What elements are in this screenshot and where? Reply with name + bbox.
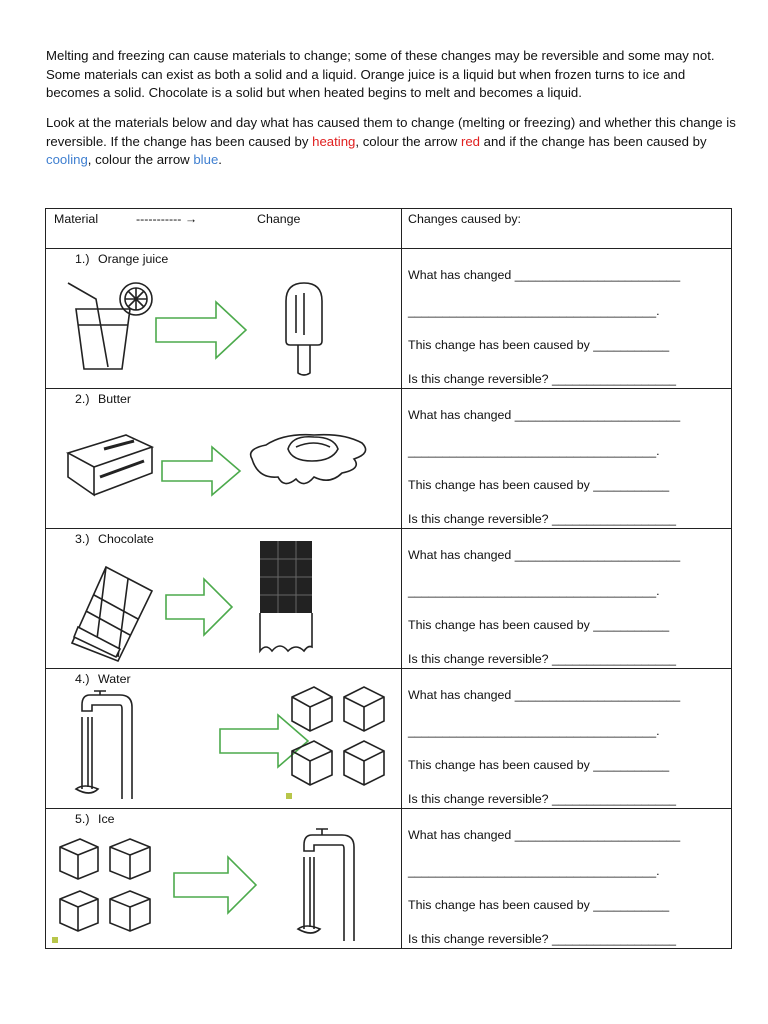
what-changed-line[interactable]: What has changed ________________________ xyxy=(408,688,681,702)
chocolate-bar-icon xyxy=(66,557,158,665)
answer-line[interactable]: ____________________________________. xyxy=(408,584,660,598)
material-name: Chocolate xyxy=(98,532,154,546)
material-name: Ice xyxy=(98,812,115,826)
caused-by-line[interactable]: This change has been caused by ___________ xyxy=(408,618,670,632)
table-row xyxy=(46,529,732,669)
reversible-line[interactable]: Is this change reversible? __________________ xyxy=(408,932,676,946)
header-material-cell xyxy=(46,209,402,249)
intro-text-b: , colour the arrow xyxy=(355,133,461,149)
questions-cell xyxy=(402,389,732,529)
blue-word: blue xyxy=(193,152,219,168)
material-cell xyxy=(46,809,402,949)
running-tap-icon xyxy=(296,827,388,943)
heating-word: heating xyxy=(312,133,356,149)
intro-text-d: , colour the arrow xyxy=(87,152,194,168)
intro-paragraph-1: Melting and freezing can cause materials to change; some of these changes may be reversible and some may not. Some materials can exist as both a solid and a liquid. Orange juice is a liquid but when frozen turns to ice and becomes a solid. Chocolate is a solid but when heated begins to melt and becomes a liquid. xyxy=(46,48,715,101)
answer-line[interactable]: ____________________________________. xyxy=(408,304,660,318)
melting-chocolate-icon xyxy=(256,539,316,661)
worksheet-table xyxy=(45,208,732,949)
answer-line[interactable]: ____________________________________. xyxy=(408,444,660,458)
reversible-line[interactable]: Is this change reversible? __________________ xyxy=(408,652,676,666)
material-number: 2.) xyxy=(75,392,90,406)
material-cell xyxy=(46,669,402,809)
answer-line[interactable]: ____________________________________. xyxy=(408,724,660,738)
questions-cell xyxy=(402,249,732,389)
ice-cubes-icon xyxy=(284,681,392,801)
ice-pop-icon xyxy=(282,281,326,379)
questions-cell xyxy=(402,669,732,809)
orange-juice-glass-icon xyxy=(56,281,158,373)
material-number: 5.) xyxy=(75,812,90,826)
caused-by-line[interactable]: This change has been caused by ___________ xyxy=(408,758,670,772)
table-row xyxy=(46,809,732,949)
intro-text-c: and if the change has been caused by xyxy=(480,133,707,149)
table-row xyxy=(46,389,732,529)
material-label xyxy=(75,812,115,826)
material-label xyxy=(75,392,131,406)
what-changed-line[interactable]: What has changed ________________________ xyxy=(408,268,681,282)
header-changes-caused-by: Changes caused by: xyxy=(408,212,521,226)
reversible-line[interactable]: Is this change reversible? __________________ xyxy=(408,372,676,386)
material-label xyxy=(75,252,168,266)
ice-cubes-icon xyxy=(50,833,158,945)
change-arrow-icon xyxy=(164,577,236,637)
intro-text-e: . xyxy=(218,152,222,168)
running-tap-icon xyxy=(74,689,166,801)
red-word: red xyxy=(460,133,480,149)
caused-by-line[interactable]: This change has been caused by ___________ xyxy=(408,478,670,492)
change-arrow-icon xyxy=(172,855,260,915)
material-name: Butter xyxy=(98,392,132,406)
questions-cell xyxy=(402,529,732,669)
header-material: Material xyxy=(54,212,99,226)
material-number: 4.) xyxy=(75,672,90,686)
answer-line[interactable]: ____________________________________. xyxy=(408,864,660,878)
material-name: Water xyxy=(98,672,131,686)
intro-text-a: Look at the materials below and day what has caused them to change (melting or freezing) and whether this change is reversible. If the change has been caused by xyxy=(46,115,736,149)
butter-block-icon xyxy=(64,429,156,499)
questions-cell xyxy=(402,809,732,949)
material-number: 1.) xyxy=(75,252,90,266)
reversible-line[interactable]: Is this change reversible? __________________ xyxy=(408,512,676,526)
header-dashed-arrow: ----------- → xyxy=(136,212,198,226)
change-arrow-icon xyxy=(154,300,249,360)
material-number: 3.) xyxy=(75,532,90,546)
melted-butter-icon xyxy=(244,419,374,495)
caused-by-line[interactable]: This change has been caused by ___________ xyxy=(408,338,670,352)
cooling-word: cooling xyxy=(46,152,88,168)
table-row xyxy=(46,249,732,389)
what-changed-line[interactable]: What has changed ________________________ xyxy=(408,828,681,842)
what-changed-line[interactable]: What has changed ________________________ xyxy=(408,408,681,422)
material-label xyxy=(75,532,154,546)
caused-by-line[interactable]: This change has been caused by ___________ xyxy=(408,898,670,912)
table-row xyxy=(46,669,732,809)
what-changed-line[interactable]: What has changed ________________________ xyxy=(408,548,681,562)
material-cell xyxy=(46,249,402,389)
change-arrow-icon xyxy=(160,445,244,497)
header-change: Change xyxy=(257,212,301,226)
table-header-row xyxy=(46,209,732,249)
reversible-line[interactable]: Is this change reversible? __________________ xyxy=(408,792,676,806)
material-name: Orange juice xyxy=(98,252,169,266)
header-caused-cell xyxy=(402,209,732,249)
material-label xyxy=(75,672,131,686)
intro-paragraph-2 xyxy=(46,114,736,170)
material-cell xyxy=(46,529,402,669)
material-cell xyxy=(46,389,402,529)
